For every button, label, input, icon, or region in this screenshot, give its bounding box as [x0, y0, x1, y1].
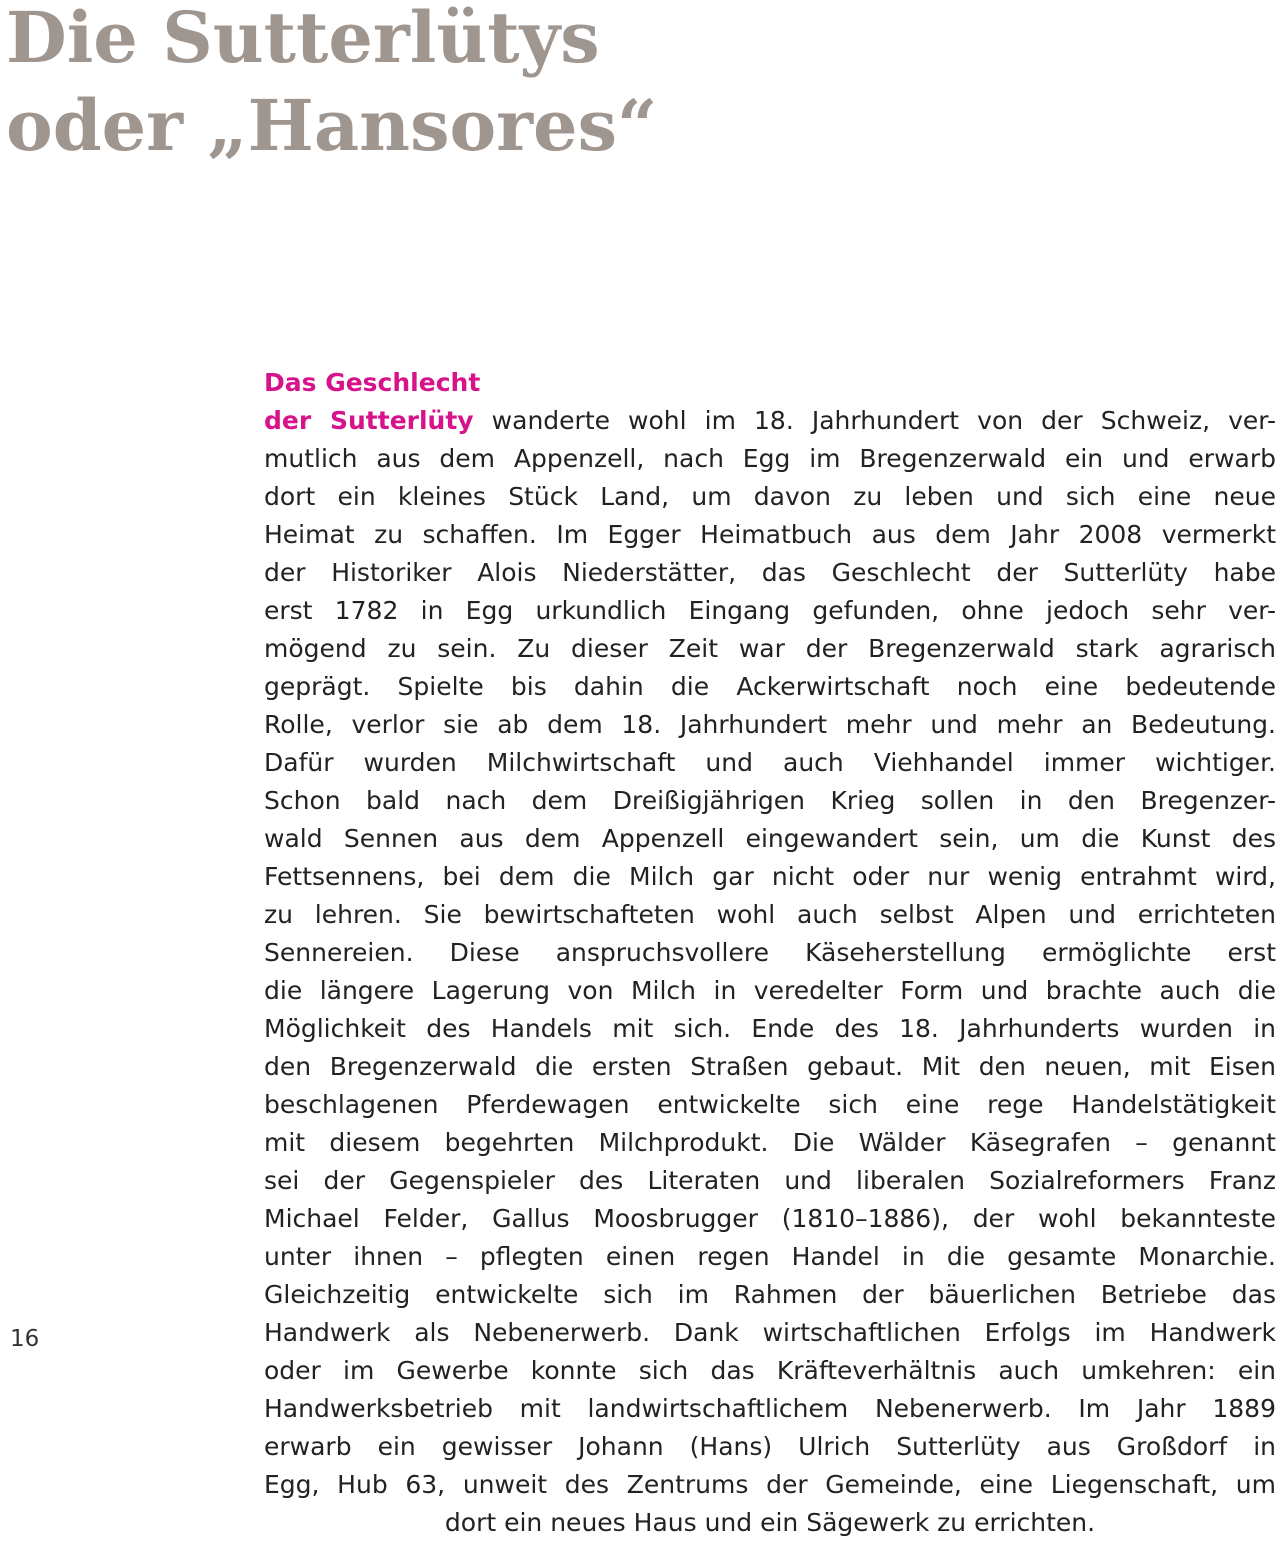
text-line: Fettsennens, bei dem die Milch gar nicht oder nur wenig entrahmt wird, [264, 862, 1276, 891]
text-line: Schon bald nach dem Dreißigjährigen Krieg sollen in den Bregenzer- [264, 786, 1276, 815]
text-line: erst 1782 in Egg urkundlich Eingang gefunden, ohne jedoch sehr ver- [264, 596, 1276, 625]
text-line: Michael Felder, Gallus Moosbrugger (1810–1886), der wohl bekannteste [264, 1204, 1276, 1233]
text-line: erwarb ein gewisser Johann (Hans) Ulrich Sutterlüty aus Großdorf in [264, 1432, 1276, 1461]
text-line: mögend zu sein. Zu dieser Zeit war der Bregenzerwald stark agrarisch [264, 634, 1276, 663]
text-line: mit diesem begehrten Milchprodukt. Die Wälder Käsegrafen – genannt [264, 1128, 1276, 1157]
text-line: geprägt. Spielte bis dahin die Ackerwirtschaft noch eine bedeutende [264, 672, 1276, 701]
text-line: die längere Lagerung von Milch in veredelter Form und brachte auch die [264, 976, 1276, 1005]
text-line-content: wanderte wohl im 18. Jahrhundert von der Schweiz, ver- [473, 406, 1276, 435]
text-line: sei der Gegenspieler des Literaten und liberalen Sozialreformers Franz [264, 1166, 1276, 1195]
text-line: Sennereien. Diese anspruchsvollere Käseherstellung ermöglichte erst [264, 938, 1276, 967]
title-line-1: Die Sutterlütys [6, 0, 600, 79]
text-line: wald Sennen aus dem Appenzell eingewandert sein, um die Kunst des [264, 824, 1276, 853]
text-line: Handwerk als Nebenerwerb. Dank wirtschaftlichen Erfolgs im Handwerk [264, 1318, 1276, 1347]
article-heading: Das Geschlecht [264, 368, 481, 397]
text-line: Handwerksbetrieb mit landwirtschaftlichem Nebenerwerb. Im Jahr 1889 [264, 1394, 1276, 1423]
text-line: unter ihnen – pflegten einen regen Handel in die gesamte Monarchie. [264, 1242, 1276, 1271]
text-line: beschlagenen Pferdewagen entwickelte sich eine rege Handelstätigkeit [264, 1090, 1276, 1119]
text-line: Gleichzeitig entwickelte sich im Rahmen der bäuerlichen Betriebe das [264, 1280, 1276, 1309]
text-line: zu lehren. Sie bewirtschafteten wohl auch selbst Alpen und errichteten [264, 900, 1276, 929]
text-line-last: dort ein neues Haus und ein Sägewerk zu errichten. [444, 1508, 1096, 1537]
title-line-2: oder „Hansores“ [6, 84, 658, 167]
text-line: Heimat zu schaffen. Im Egger Heimatbuch aus dem Jahr 2008 vermerkt [264, 520, 1276, 549]
text-line: Dafür wurden Milchwirtschaft und auch Viehhandel immer wichtiger. [264, 748, 1276, 777]
article-highlight: der Sutterlüty [264, 406, 474, 435]
text-line: Egg, Hub 63, unweit des Zentrums der Gemeinde, eine Liegenschaft, um [264, 1470, 1276, 1499]
text-line: mutlich aus dem Appenzell, nach Egg im Bregenzerwald ein und erwarb [264, 444, 1276, 473]
article-body [264, 364, 1276, 1542]
text-line [264, 402, 1276, 440]
text-line: oder im Gewerbe konnte sich das Kräfteverhältnis auch umkehren: ein [264, 1356, 1276, 1385]
text-line: Möglichkeit des Handels mit sich. Ende des 18. Jahrhunderts wurden in [264, 1014, 1276, 1043]
page-number: 16 [10, 1326, 40, 1352]
text-line: Rolle, verlor sie ab dem 18. Jahrhundert mehr und mehr an Bedeutung. [264, 710, 1276, 739]
text-line: dort ein kleines Stück Land, um davon zu leben und sich eine neue [264, 482, 1276, 511]
page-title [6, 0, 657, 170]
text-line: den Bregenzerwald die ersten Straßen gebaut. Mit den neuen, mit Eisen [264, 1052, 1276, 1081]
text-line: der Historiker Alois Niederstätter, das Geschlecht der Sutterlüty habe [264, 558, 1276, 587]
